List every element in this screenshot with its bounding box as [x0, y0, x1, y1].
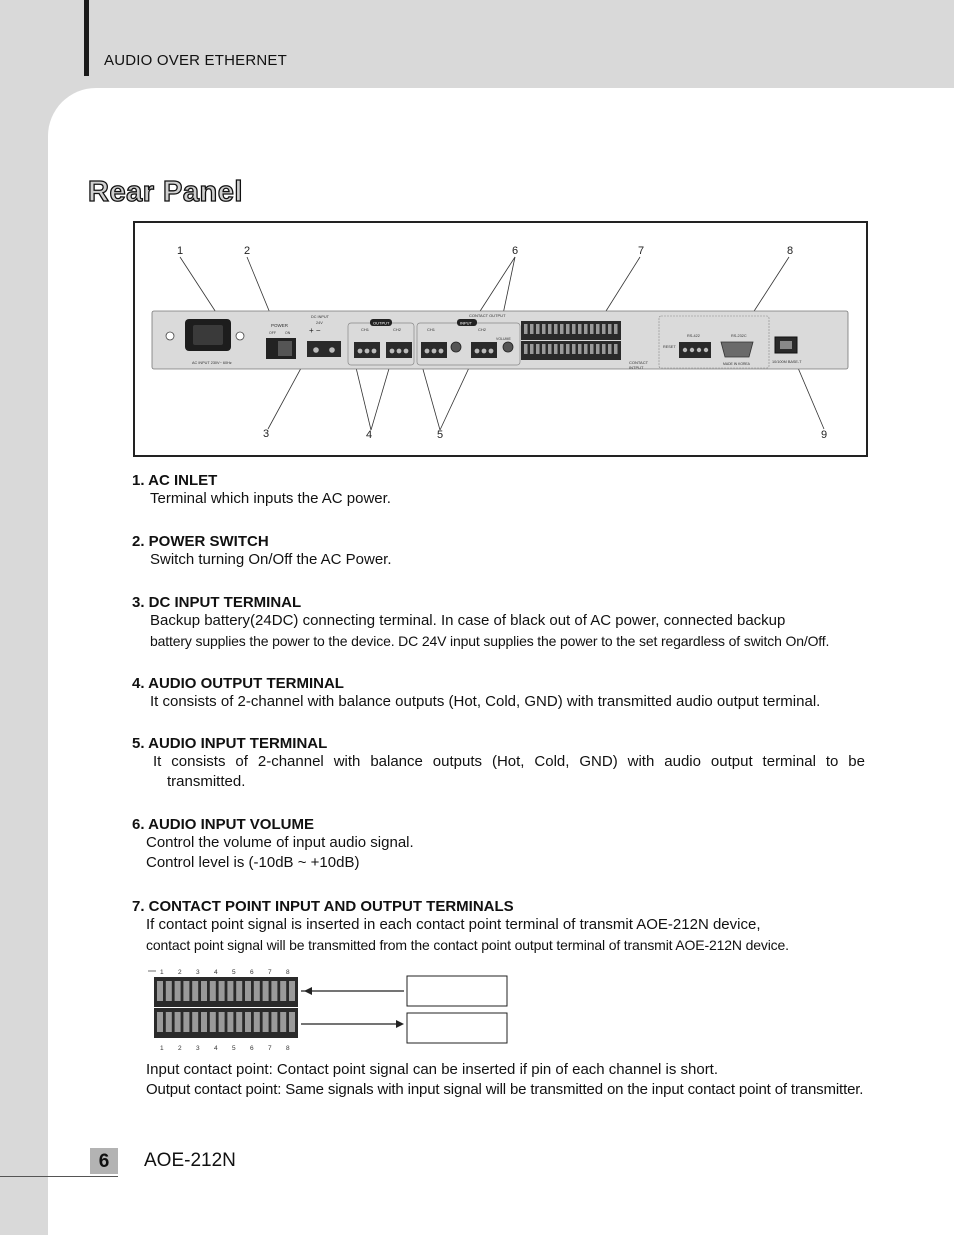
- svg-text:INPUT: INPUT: [460, 320, 472, 326]
- section-ac-inlet: [132, 472, 872, 509]
- terminal-number: 4: [214, 969, 218, 976]
- bottom-note-output: Output contact point: Same signals with input signal will be transmitted on the input contact point of transmitter.: [146, 1081, 864, 1098]
- section-heading: 5. AUDIO INPUT TERMINAL: [132, 735, 328, 752]
- rs232-connector: [721, 342, 753, 357]
- callout-1: 1: [177, 245, 184, 257]
- svg-text:CONTACT OUTPUT: CONTACT OUTPUT: [469, 313, 506, 318]
- section-audio-output: [132, 675, 872, 712]
- section-power-switch: [132, 533, 872, 570]
- rear-panel-svg: [135, 223, 866, 455]
- callout-4: 4: [366, 429, 373, 441]
- svg-text:MADE IN KOREA: MADE IN KOREA: [723, 362, 750, 366]
- volume-knob-ch1: [451, 342, 461, 352]
- section-audio-input: [132, 735, 872, 792]
- svg-text:INTPUT: INTPUT: [629, 365, 644, 370]
- dc-input-terminal: [307, 341, 341, 357]
- terminal-number: 2: [178, 969, 182, 976]
- callout-8: 8: [787, 245, 794, 257]
- header-section-title: AUDIO OVER ETHERNET: [104, 52, 287, 69]
- terminal-number: 5: [232, 1045, 236, 1052]
- callout-5: 5: [437, 429, 444, 441]
- section-line: Backup battery(24DC) connecting terminal. In case of black out of AC power, connected backup: [150, 612, 786, 629]
- callout-2: 2: [244, 245, 251, 257]
- svg-text:CH2: CH2: [393, 327, 402, 332]
- section-dc-input: [132, 594, 872, 651]
- svg-text:ON: ON: [285, 331, 291, 335]
- terminal-number: 6: [250, 1045, 254, 1052]
- section-line: It consists of 2-channel with balance outputs (Hot, Cold, GND) with audio output terminal to be: [153, 753, 865, 770]
- svg-text:24V: 24V: [316, 321, 323, 325]
- svg-text:VOLUME: VOLUME: [496, 337, 511, 341]
- rear-panel-diagram: [133, 221, 868, 457]
- callout-6: 6: [512, 245, 519, 257]
- header-bar: [84, 0, 89, 76]
- svg-text:RS-422: RS-422: [687, 334, 700, 338]
- terminal-number: 3: [196, 969, 200, 976]
- callout-9: 9: [821, 429, 828, 441]
- section-line: Terminal which inputs the AC power.: [150, 490, 391, 507]
- section-line: Control the volume of input audio signal.: [146, 834, 414, 851]
- terminal-number: 5: [232, 969, 236, 976]
- svg-text:OUTPUT: OUTPUT: [373, 320, 390, 326]
- terminal-number: 8: [286, 969, 290, 976]
- section-line: It consists of 2-channel with balance outputs (Hot, Cold, GND) with transmitted audio output terminal.: [150, 693, 821, 710]
- terminal-number: 1: [160, 969, 164, 976]
- contact-terminal-figure: [146, 966, 512, 1058]
- bottom-note-input: Input contact point: Contact point signal can be inserted if pin of each channel is short.: [146, 1061, 719, 1078]
- section-heading: 6. AUDIO INPUT VOLUME: [132, 816, 314, 833]
- section-heading: 1. AC INLET: [132, 472, 218, 489]
- svg-text:+ −: + −: [309, 326, 321, 335]
- svg-text:CONTACT: CONTACT: [629, 360, 649, 365]
- svg-text:AC INPUT 230V~ 60Hz: AC INPUT 230V~ 60Hz: [192, 361, 232, 365]
- svg-text:CH1: CH1: [427, 327, 436, 332]
- terminal-number: 3: [196, 1045, 200, 1052]
- terminal-number: 6: [250, 969, 254, 976]
- section-contact-terminals: [132, 898, 872, 955]
- section-heading: 2. POWER SWITCH: [132, 533, 269, 550]
- page-number: 6: [90, 1148, 118, 1174]
- footer-divider: [0, 1176, 118, 1177]
- svg-text:POWER: POWER: [271, 323, 289, 328]
- label-box-bottom: [407, 1013, 507, 1043]
- section-line: Control level is (-10dB ~ +10dB): [146, 854, 360, 871]
- section-heading: 7. CONTACT POINT INPUT AND OUTPUT TERMINALS: [132, 898, 514, 915]
- section-line: Switch turning On/Off the AC Power.: [150, 551, 392, 568]
- label-box-top: [407, 976, 507, 1006]
- page-title: Rear Panel: [88, 176, 243, 208]
- section-line: transmitted.: [167, 773, 246, 790]
- footer-model: AOE-212N: [144, 1150, 236, 1171]
- section-heading: 4. AUDIO OUTPUT TERMINAL: [132, 675, 344, 692]
- svg-text:RS-232C: RS-232C: [731, 334, 747, 338]
- terminal-number: 4: [214, 1045, 218, 1052]
- svg-text:OFF: OFF: [269, 331, 276, 335]
- section-audio-volume: [132, 816, 872, 873]
- callout-3: 3: [263, 428, 270, 440]
- svg-text:CH2: CH2: [478, 327, 487, 332]
- callout-7: 7: [638, 245, 645, 257]
- terminal-number: 1: [160, 1045, 164, 1052]
- section-line: If contact point signal is inserted in each contact point terminal of transmit AOE-212N device,: [146, 916, 761, 933]
- svg-text:RESET: RESET: [663, 345, 676, 349]
- section-line: contact point signal will be transmitted from the contact point output terminal of transmit AOE-212N device.: [146, 937, 789, 953]
- section-line: battery supplies the power to the device. DC 24V input supplies the power to the set regardless of switch On/Off.: [150, 633, 830, 649]
- svg-text:DC INPUT: DC INPUT: [311, 315, 329, 319]
- svg-text:CH1: CH1: [361, 327, 370, 332]
- terminal-number: 7: [268, 969, 272, 976]
- terminal-number: 8: [286, 1045, 290, 1052]
- volume-knob-ch2: [503, 342, 513, 352]
- terminal-number: 2: [178, 1045, 182, 1052]
- section-heading: 3. DC INPUT TERMINAL: [132, 594, 302, 611]
- svg-text:10/100M BASE-T: 10/100M BASE-T: [772, 360, 802, 364]
- terminal-number: 7: [268, 1045, 272, 1052]
